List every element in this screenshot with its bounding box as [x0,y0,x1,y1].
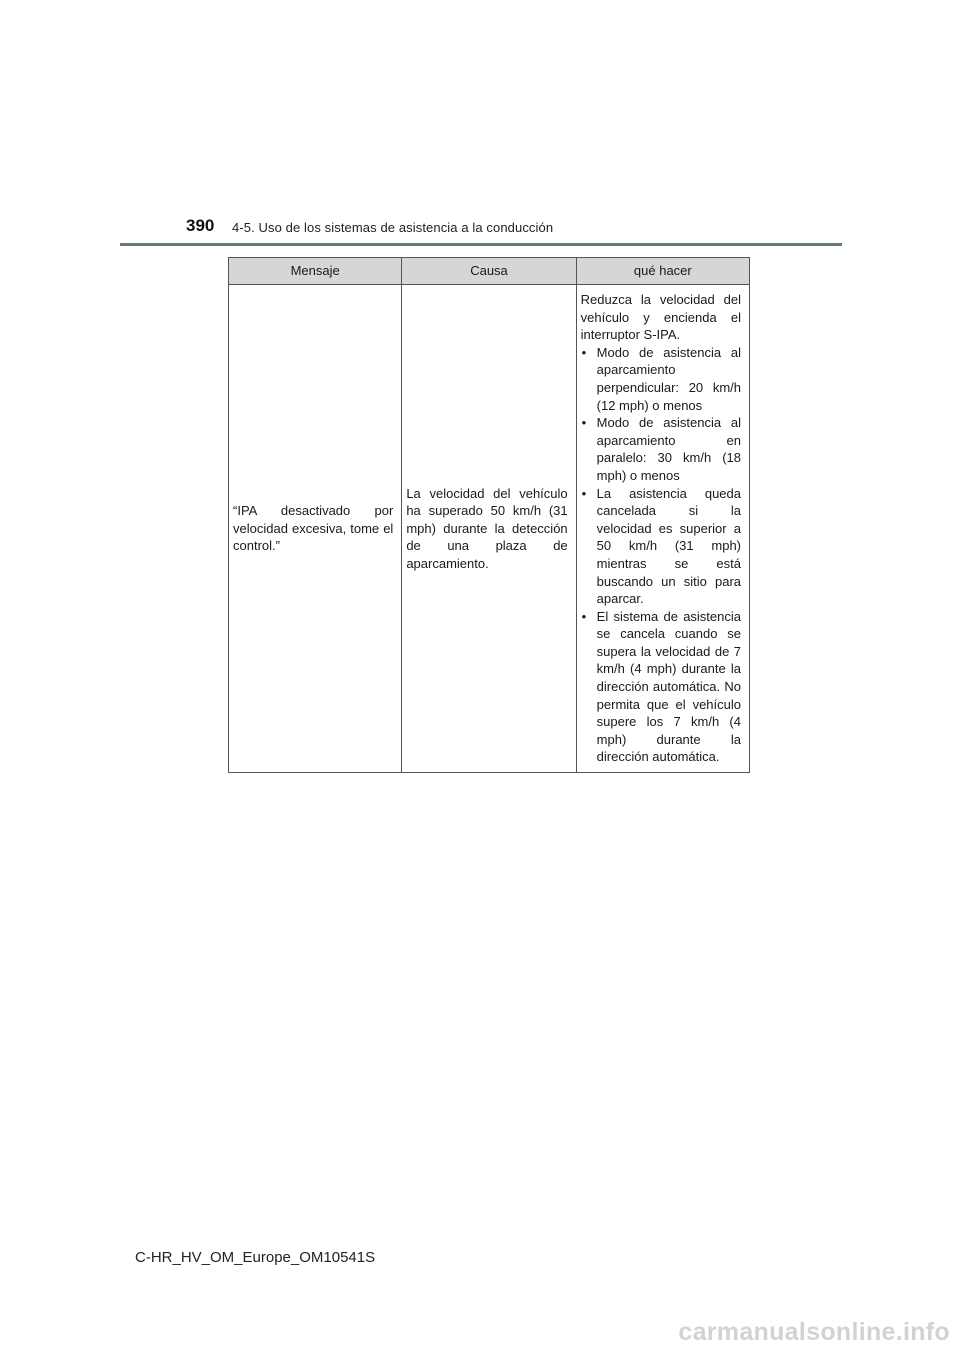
table-header-row [229,258,750,285]
header-divider [120,243,842,246]
cell-causa: La velocidad del vehículo ha superado 50 km/h (31 mph) durante la detección de una plaza de aparcamiento. [402,285,576,773]
list-item-text: Modo de asistencia al aparcamiento en paralelo: 30 km/h (18 mph) o menos [596,415,741,483]
table-row [229,285,750,773]
column-header-causa: Causa [402,258,576,285]
list-item-text: El sistema de asistencia se cancela cuando se supera la velocidad de 7 km/h (4 mph) durante la dirección automática. No permita que el vehículo supere los 7 km/h (4 mph) durante la dirección automática. [596,608,741,765]
watermark: carmanualsonline.info [678,1318,950,1346]
bullet-icon: • [581,485,587,501]
list-item [581,608,741,766]
action-intro: Reduzca la velocidad del vehículo y encienda el interruptor S-IPA. [580,292,741,343]
cell-mensaje: “IPA desactivado por velocidad excesiva, tome el control.” [229,285,402,773]
list-item [581,344,741,414]
list-item-text: Modo de asistencia al aparcamiento perpendicular: 20 km/h (12 mph) o menos [596,344,741,413]
bullet-icon: • [581,608,587,624]
bullet-icon: • [581,344,587,360]
document-code: C-HR_HV_OM_Europe_OM10541S [135,1249,376,1266]
column-header-mensaje: Mensaje [229,258,402,285]
message-table [228,257,750,773]
action-list [581,344,741,766]
bullet-icon: • [581,415,587,431]
list-item-text: La asistencia queda cancelada si la velocidad es superior a 50 km/h (31 mph) mientras se está buscando un sitio para aparcar. [596,485,741,607]
list-item [581,414,741,484]
cell-que-hacer [576,285,749,773]
list-item [581,485,741,608]
page-number: 390 [186,216,215,235]
column-header-que-hacer: qué hacer [576,258,749,285]
section-title: 4-5. Uso de los sistemas de asistencia a la conducción [232,220,554,235]
